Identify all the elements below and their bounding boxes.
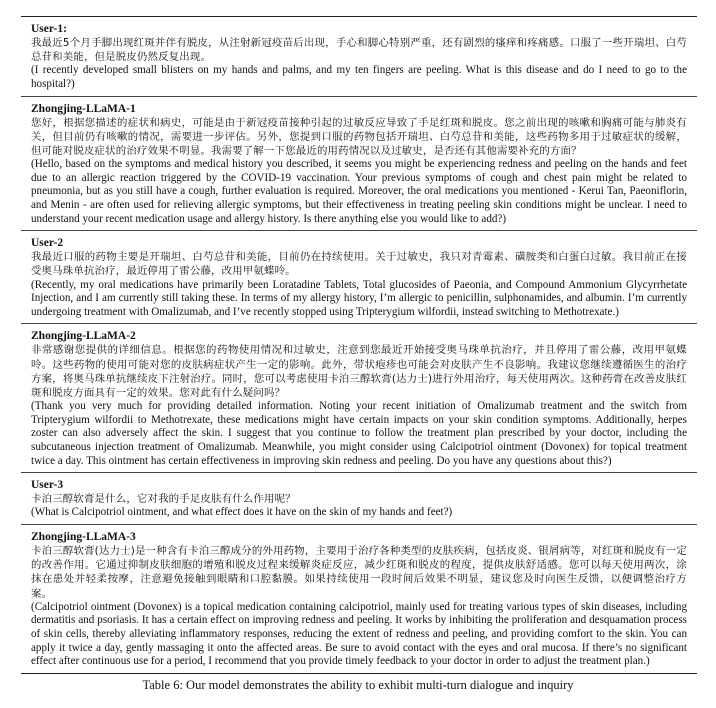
chinese-text: 卡泊三醇软膏(达力士)是一种含有卡泊三醇成分的外用药物，主要用于治疗各种类型的皮肤疾病，包括皮炎、银屑病等，对红斑和脱皮有一定的改善作用。它通过抑制皮肤细胞的增殖和脱皮过程来缓解炎症反应，减少红斑和脱皮的程度，提供皮肤舒适感。您可以每天使用两次，涂抹在患处并轻柔按摩，注意避免接触到眼睛和口腔黏膜。如果持续使用一段时间后效果不明显，建议您及时向医生反馈，以便调整治疗方案。 [31,544,687,600]
speaker-label: User-3 [31,479,64,492]
chinese-text: 我最近口服的药物主要是开瑞坦、白芍总苷和美能，目前仍在持续使用。关于过敏史，我只对青霉素、磺胺类和白蛋白过敏。我目前正在接受奥马珠单抗治疗，最近停用了雷公藤，改用甲氨蝶呤。 [31,251,687,278]
chinese-text: 非常感谢您提供的详细信息。根据您的药物使用情况和过敏史，注意到您最近开始接受奥马珠单抗治疗，并且停用了雷公藤，改用甲氨蝶呤。这些药物的使用可能对您的皮肤病症状产生一定的影响。此外，带状疱疹也可能会对皮肤产生不良影响。我建议您继续遵循医生的治疗方案，将奥马珠单抗继续皮下注射治疗。同时，您可以考虑使用卡泊三醇软膏(达力士)进行外用治疗，每天使用两次。这种药膏在改善皮肤红斑和脱皮方面具有一定的效果。您对此有什么疑问吗？ [31,344,687,399]
speaker-label: User-2 [31,237,64,250]
english-translation: (I recently developed small blisters on my hands and palms, and my ten fingers are peeling. What is this disease and do I need to go to the hospital?) [31,64,687,90]
speaker-label: Zhongjing-LLaMA-2 [31,330,136,343]
speaker-label: User-1: [31,23,67,35]
dialogue-turn-user-3 [21,473,697,525]
dialogue-turn-user-2 [21,231,697,324]
dialogue-turn-model-2 [21,324,697,473]
dialogue-turn-model-3 [21,525,697,673]
dialogue-turn-model-1 [21,97,697,232]
chinese-text: 我最近5个月手脚出现红斑并伴有脱皮，从注射新冠疫苗后出现，手心和脚心特别严重，还有剧烈的瘙痒和疼痛感。口服了一些开瑞坦、白芍总苷和美能，但是脱皮仍然反复出现。 [31,37,687,64]
dialogue-table [21,16,697,674]
dialogue-turn-user-1 [21,17,697,97]
speaker-label: Zhongjing-LLaMA-1 [31,102,136,115]
english-translation: (Hello, based on the symptoms and medical history you described, it seems you might be experiencing redness and peeling on the hands and feet due to an allergic reaction triggered by the COVID-19 vaccination. Your previous symptoms of cough and chest pain might be related to pneumonia, but as you still have a cough, further evaluation is required. Moreover, the oral medications you mentioned - Kerui Tan, Paeoniflorin, and Menin - are often used for relieving allergic symptoms, but their effectiveness in treating peeling skin conditions might be unclear. I need to understand your recent medication usage and allergy history. Is there anything else you would like to add?) [31,158,687,225]
english-translation: (Recently, my oral medications have primarily been Loratadine Tablets, Total glucosides of Paeonia, and Compound Ammonium Glycyrrhetate Injection, and I am currently still taking these. In terms of my allergy history, I’m allergic to penicillin, sulphonamides, and albumin. I’m currently undergoing treatment with Omalizumab, and I’ve recently stopped using Tripterygium wilfordii, instead switching to Methotrexate.) [31,278,687,318]
english-translation: (Thank you very much for providing detailed information. Noting your recent initiation of Omalizumab treatment and the switch from Tripterygium wilfordii to Methotrexate, these medications might have certain impacts on your skin condition symptoms. Additionally, herpes zoster can also adversely affect the skin. I suggest that you continue to follow the treatment plan prescribed by your doctor, including the subcutaneous injection treatment of Omalizumab. Meanwhile, you might consider using Calcipotriol ointment (Dovonex) for topical treatment twice a day. This ointment has certain effectiveness in improving skin redness and peeling. Do you have any questions about this?) [31,400,687,467]
chinese-text: 卡泊三醇软膏是什么，它对我的手足皮肤有什么作用呢？ [31,493,296,506]
chinese-text: 您好，根据您描述的症状和病史，可能是由于新冠疫苗接种引起的过敏反应导致了手足红斑和脱皮。您之前出现的咳嗽和胸痛可能与肺炎有关，但目前仍有咳嗽的情况，需要进一步评估。另外，您提到口服的药物包括开瑞坦、白芍总苷和美能，这些药物多用于过敏症状的缓解，但可能对脱皮症状的治疗效果不明显。我需要了解一下您最近的用药情况以及过敏史，是否还有其他需要补充的方面？ [31,116,687,157]
english-translation: (What is Calcipotriol ointment, and what effect does it have on the skin of my hands and feet?) [31,506,453,519]
speaker-label: Zhongjing-LLaMA-3 [31,530,136,543]
table-caption: Table 6: Our model demonstrates the ability to exhibit multi-turn dialogue and inquiry [142,678,574,692]
english-translation: (Calcipotriol ointment (Dovonex) is a topical medication containing calcipotriol, mainly used for treating various types of skin diseases, including dermatitis and psoriasis. It has a certain effect on improving redness and peeling. It works by inhibiting the proliferation and desquamation process of skin cells, thereby alleviating inflammatory responses, reducing the extent of redness and peeling, and providing comfort to the skin. You can apply it twice a day, gently massaging it onto the affected areas. Be sure to avoid contact with the eyes and oral mucosa. If there’s no significant effect after continuous use for a period, I recommend that you provide timely feedback to your doctor in order to adjust the treatment plan.) [31,600,687,668]
